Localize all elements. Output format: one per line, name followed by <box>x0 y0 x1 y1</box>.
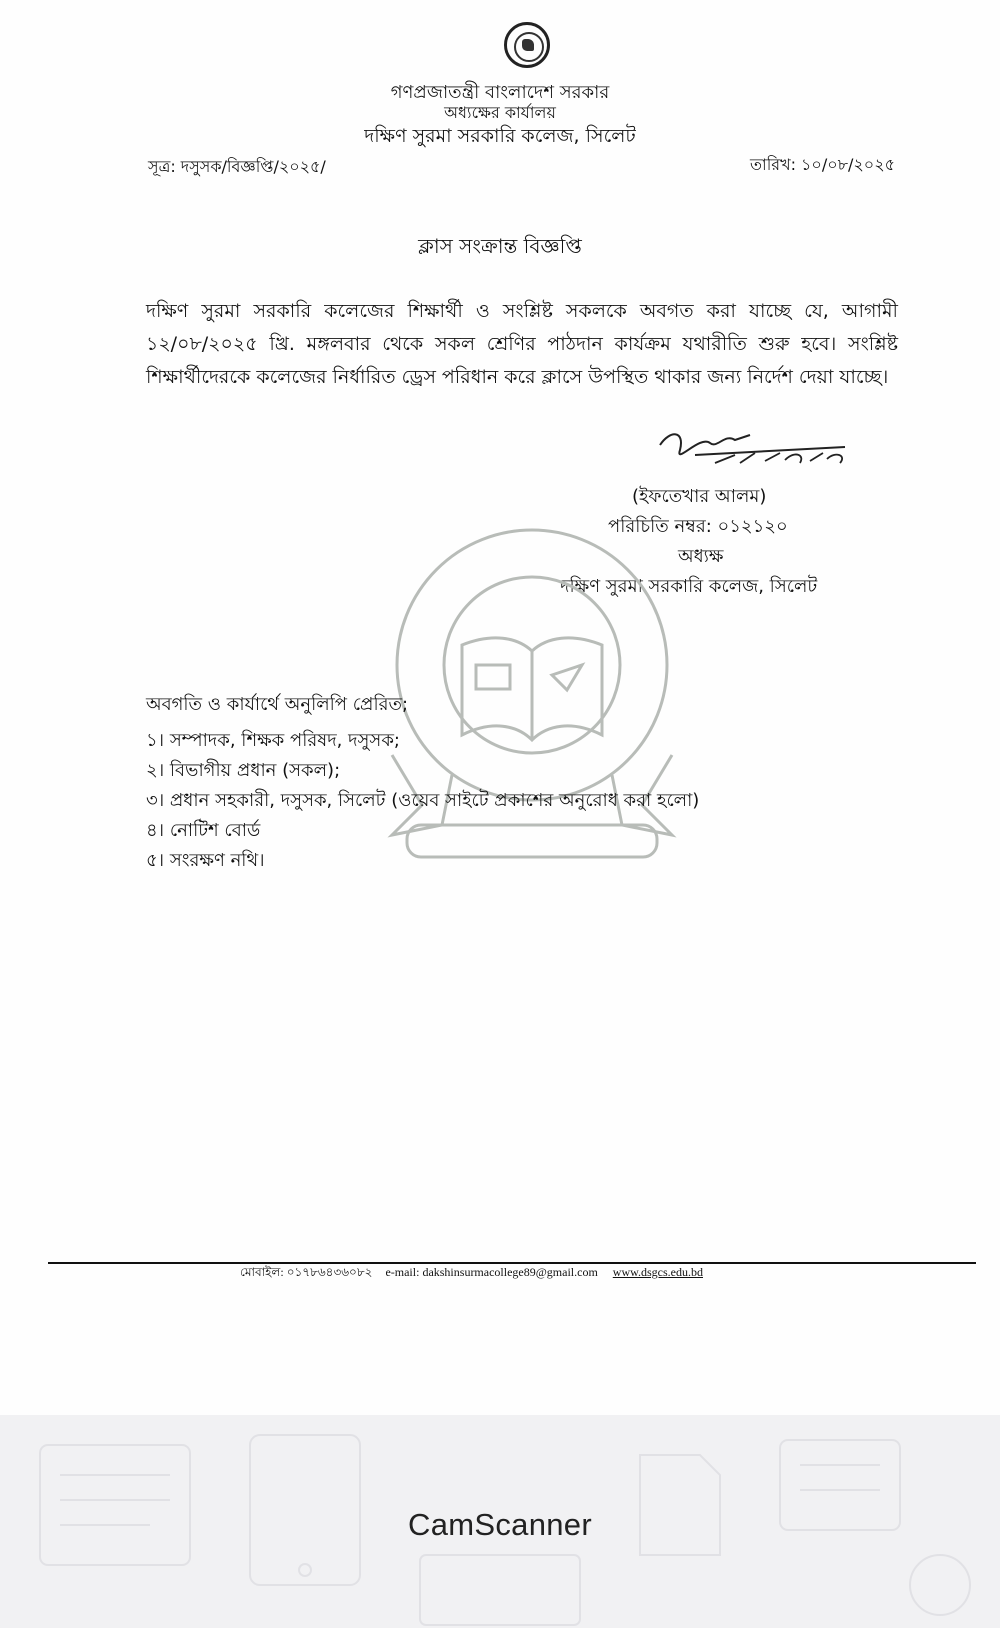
list-item: ২। বিভাগীয় প্রধান (সকল); <box>146 760 341 781</box>
list-item: ৪। নোটিশ বোর্ড <box>146 820 261 841</box>
signatory-id: পরিচিতি নম্বর: ০১২১২০ <box>608 516 788 537</box>
signature-scribble-icon <box>655 425 855 475</box>
signatory-designation: অধ্যক্ষ <box>678 546 724 567</box>
header-office: অধ্যক্ষের কার্যালয় <box>444 103 556 122</box>
copy-distribution-list <box>146 726 699 876</box>
footer-email: e-mail: dakshinsurmacollege89@gmail.com <box>385 1265 598 1279</box>
reference-number: সূত্র: দসুসক/বিজ্ঞপ্তি/২০২৫/ <box>148 157 326 176</box>
government-emblem-icon <box>504 22 550 68</box>
camscanner-logo-text: CamScanner <box>408 1507 592 1542</box>
notice-title: ক্লাস সংক্রান্ত বিজ্ঞপ্তি <box>418 234 582 258</box>
signatory-name: (ইফতেখার আলম) <box>632 486 767 507</box>
list-item: ৩। প্রধান সহকারী, দসুসক, সিলেট (ওয়েব সাইটে প্রকাশের অনুরোধ করা হলো) <box>146 790 700 811</box>
footer-website-link[interactable]: www.dsgcs.edu.bd <box>612 1265 703 1279</box>
notice-date: তারিখ: ১০/০৮/২০২৫ <box>750 155 895 174</box>
list-item: ১। সম্পাদক, শিক্ষক পরিষদ, দসুসক; <box>146 730 400 751</box>
signatory-institution: দক্ষিণ সুরমা সরকারি কলেজ, সিলেট <box>560 576 818 597</box>
header-government: গণপ্রজাতন্ত্রী বাংলাদেশ সরকার <box>390 82 610 103</box>
footer-mobile: মোবাইল: ০১৭৮৬৪৩৬০৮২ <box>240 1265 373 1279</box>
copy-distribution-heading: অবগতি ও কার্যার্থে অনুলিপি প্রেরিত; <box>146 694 409 715</box>
scanner-watermark-banner <box>0 1415 1000 1628</box>
notice-body: দক্ষিণ সুরমা সরকারি কলেজের শিক্ষার্থী ও সংশ্লিষ্ট সকলকে অবগত করা যাচ্ছে যে, আগামী ১২/০৮/২০২৫ খ্রি. মঙ্গলবার থেকে সকল শ্রেণির পাঠদান কার্যক্রম যথারীতি শুরু হবে। সংশ্লিষ্ট শিক্ষার্থীদেরকে কলেজের নির্ধারিত ড্রেস পরিধান করে ক্লাসে উপস্থিত থাকার জন্য নির্দেশ দেয়া যাচ্ছে। <box>146 300 898 388</box>
header-college: দক্ষিণ সুরমা সরকারি কলেজ, সিলেট <box>364 125 636 147</box>
footer-contact <box>240 1264 703 1284</box>
list-item: ৫। সংরক্ষণ নথি। <box>146 850 265 871</box>
